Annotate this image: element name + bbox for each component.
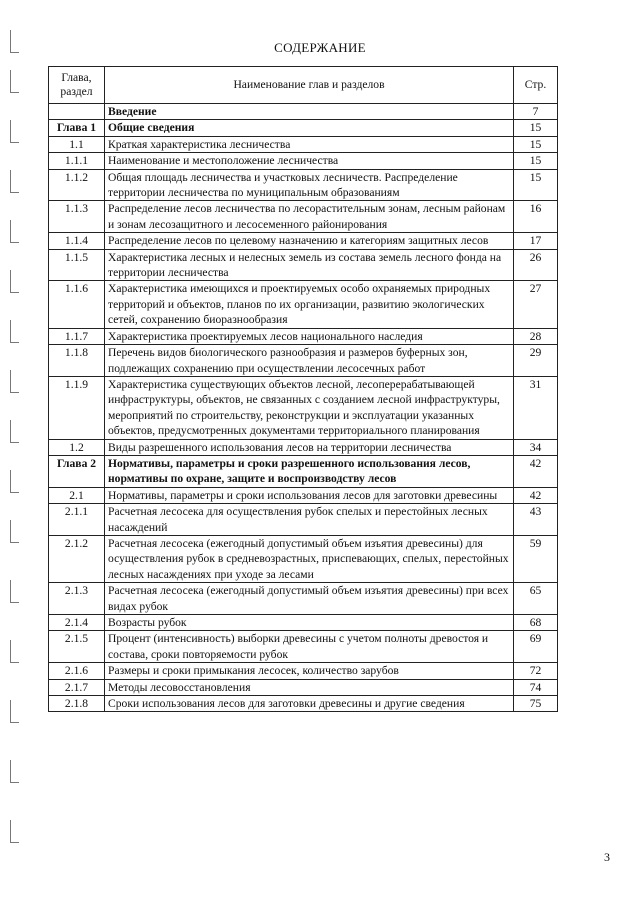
section-name: Нормативы, параметры и сроки использования лесов для заготовки древесины	[105, 487, 514, 503]
section-name: Распределение лесов лесничества по лесорастительным зонам, лесным районам и зонам лесозащитного и лесосеменного районирования	[105, 201, 514, 233]
table-row	[49, 169, 558, 201]
table-row	[49, 663, 558, 679]
binding-mark	[10, 270, 19, 293]
table-row	[49, 104, 558, 120]
section-number: 1.2	[49, 439, 105, 455]
section-name: Распределение лесов по целевому назначению и категориям защитных лесов	[105, 233, 514, 249]
section-page: 29	[514, 345, 558, 377]
section-name: Введение	[105, 104, 514, 120]
section-number: 1.1.6	[49, 281, 105, 328]
binding-mark	[10, 370, 19, 393]
section-number: 1.1.1	[49, 153, 105, 169]
binding-mark	[10, 170, 19, 193]
section-name: Расчетная лесосека для осуществления рубок спелых и перестойных лесных насаждений	[105, 504, 514, 536]
section-page: 59	[514, 535, 558, 582]
section-name: Нормативы, параметры и сроки разрешенного использования лесов, нормативы по охране, защите и воспроизводству лесов	[105, 455, 514, 487]
binding-mark	[10, 640, 19, 663]
binding-mark	[10, 580, 19, 603]
binding-mark	[10, 700, 19, 723]
section-name: Общая площадь лесничества и участковых лесничеств. Распределение территории лесничества по муниципальным образованиям	[105, 169, 514, 201]
section-page: 72	[514, 663, 558, 679]
section-number: 1.1.2	[49, 169, 105, 201]
section-number: 1.1.7	[49, 328, 105, 344]
section-page: 43	[514, 504, 558, 536]
table-row	[49, 376, 558, 439]
table-row	[49, 631, 558, 663]
section-number: 2.1.3	[49, 583, 105, 615]
header-chapter: Глава, раздел	[49, 67, 105, 104]
table-row	[49, 504, 558, 536]
section-page: 16	[514, 201, 558, 233]
binding-mark	[10, 470, 19, 493]
page-number: 3	[604, 850, 610, 864]
table-row	[49, 328, 558, 344]
section-number	[49, 104, 105, 120]
section-name: Расчетная лесосека (ежегодный допустимый объем изъятия древесины) при всех видах рубок	[105, 583, 514, 615]
section-number: 2.1.1	[49, 504, 105, 536]
section-name: Характеристика существующих объектов лесной, лесоперерабатывающей инфраструктуры, объектов, не связанных с созданием лесной инфраструктуры, мероприятий по строительству, реконструкции и эксплуатации указанных объектов, предусмотренных документами территориального планирования	[105, 376, 514, 439]
table-row	[49, 136, 558, 152]
table-row	[49, 249, 558, 281]
section-page: 42	[514, 487, 558, 503]
section-name: Сроки использования лесов для заготовки древесины и другие сведения	[105, 696, 514, 712]
section-number: 1.1	[49, 136, 105, 152]
binding-mark	[10, 420, 19, 443]
table-row	[49, 615, 558, 631]
binding-mark	[10, 820, 19, 843]
section-number: 2.1.5	[49, 631, 105, 663]
section-name: Характеристика проектируемых лесов национального наследия	[105, 328, 514, 344]
section-page: 68	[514, 615, 558, 631]
section-page: 17	[514, 233, 558, 249]
binding-mark	[10, 320, 19, 343]
section-page: 28	[514, 328, 558, 344]
table-row	[49, 233, 558, 249]
section-number: 1.1.5	[49, 249, 105, 281]
section-number: Глава 2	[49, 455, 105, 487]
section-name: Расчетная лесосека (ежегодный допустимый объем изъятия древесины) для осуществления рубок в средневозрастных, приспевающих, спелых, перестойных лесных насаждениях при уходе за лесами	[105, 535, 514, 582]
table-row	[49, 281, 558, 328]
header-page: Стр.	[514, 67, 558, 104]
table-row	[49, 696, 558, 712]
page-title: СОДЕРЖАНИЕ	[274, 40, 366, 55]
section-number: 2.1.2	[49, 535, 105, 582]
table-row	[49, 487, 558, 503]
table-row	[49, 535, 558, 582]
section-number: 2.1.7	[49, 679, 105, 695]
section-page: 42	[514, 455, 558, 487]
section-name: Размеры и сроки примыкания лесосек, количество зарубов	[105, 663, 514, 679]
section-number: 1.1.9	[49, 376, 105, 439]
binding-marks	[4, 20, 24, 880]
section-page: 15	[514, 136, 558, 152]
section-name: Краткая характеристика лесничества	[105, 136, 514, 152]
section-number: 1.1.4	[49, 233, 105, 249]
table-row	[49, 583, 558, 615]
table-row	[49, 439, 558, 455]
section-page: 7	[514, 104, 558, 120]
table-row	[49, 679, 558, 695]
section-number: 1.1.3	[49, 201, 105, 233]
binding-mark	[10, 120, 19, 143]
section-name: Возрасты рубок	[105, 615, 514, 631]
header-name: Наименование глав и разделов	[105, 67, 514, 104]
section-page: 15	[514, 120, 558, 136]
binding-mark	[10, 70, 19, 93]
table-row	[49, 201, 558, 233]
section-number: Глава 1	[49, 120, 105, 136]
binding-mark	[10, 760, 19, 783]
table-header	[49, 67, 558, 104]
binding-mark	[10, 220, 19, 243]
section-number: 2.1.4	[49, 615, 105, 631]
section-page: 65	[514, 583, 558, 615]
section-page: 15	[514, 169, 558, 201]
table-row	[49, 120, 558, 136]
section-name: Виды разрешенного использования лесов на территории лесничества	[105, 439, 514, 455]
section-page: 27	[514, 281, 558, 328]
section-page: 75	[514, 696, 558, 712]
section-page: 26	[514, 249, 558, 281]
section-page: 34	[514, 439, 558, 455]
section-number: 2.1.6	[49, 663, 105, 679]
section-number: 1.1.8	[49, 345, 105, 377]
section-name: Общие сведения	[105, 120, 514, 136]
binding-mark	[10, 520, 19, 543]
section-number: 2.1.8	[49, 696, 105, 712]
section-name: Характеристика лесных и нелесных земель из состава земель лесного фонда на территории лесничества	[105, 249, 514, 281]
contents-table	[48, 66, 558, 712]
section-name: Перечень видов биологического разнообразия и размеров буферных зон, подлежащих сохранению при осуществлении лесосечных работ	[105, 345, 514, 377]
table-row	[49, 345, 558, 377]
section-name: Характеристика имеющихся и проектируемых особо охраняемых природных территорий и объектов, планов по их организации, развитию экологических сетей, сохранению биоразнообразия	[105, 281, 514, 328]
section-page: 31	[514, 376, 558, 439]
section-page: 74	[514, 679, 558, 695]
section-name: Методы лесовосстановления	[105, 679, 514, 695]
table-row	[49, 153, 558, 169]
section-number: 2.1	[49, 487, 105, 503]
table-row	[49, 455, 558, 487]
section-page: 15	[514, 153, 558, 169]
section-name: Наименование и местоположение лесничества	[105, 153, 514, 169]
section-page: 69	[514, 631, 558, 663]
section-name: Процент (интенсивность) выборки древесины с учетом полноты древостоя и состава, сроки повторяемости рубок	[105, 631, 514, 663]
